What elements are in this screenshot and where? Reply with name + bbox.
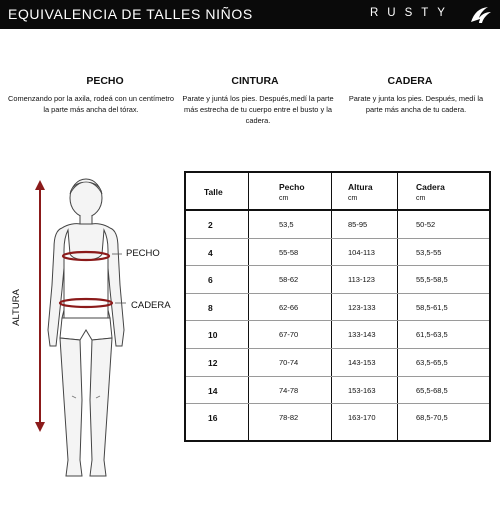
table-cell: 78-82 [279,413,299,423]
cadera-description: Parate y junta los pies. Después, medí la parte más ancha de tu cadera. [348,94,484,114]
pecho-description: Comenzando por la axila, rodeá con un centímetro la parte más ancha del tórax. [8,94,174,114]
pecho-label: PECHO [126,248,160,259]
table-cell: 133-143 [348,330,376,340]
table-cell: 50-52 [416,220,436,229]
talle-cell: 10 [208,330,218,341]
table-cell: 55,5-58,5 [416,275,448,285]
table-cell: 123-133 [348,302,376,312]
body-figure [0,170,185,500]
child-silhouette-icon [0,170,185,500]
table-cell: 163-170 [348,413,376,423]
talle-cell: 8 [208,302,213,313]
size-table [184,171,491,442]
header-bar [0,0,500,29]
table-cell: 104-113 [348,247,375,257]
talle-cell: 12 [208,358,218,368]
column-header-pecho: Pecho cm [279,182,305,202]
column-header-cadera: Cadera cm [416,182,445,202]
brand-name: RUSTY [370,7,454,19]
table-cell: 58-62 [279,275,299,285]
page-title: EQUIVALENCIA DE TALLES NIÑOS [8,6,253,22]
talle-cell: 2 [208,220,213,230]
table-cell: 53,5-55 [416,247,442,257]
cintura-title: CINTURA [231,75,279,87]
column-header-talle: Talle [204,187,223,197]
cintura-description: Parate y juntá los pies. Después,medí la parte más estrecha de tu cuerpo entre el busto y la cadera. [182,94,334,125]
table-cell: 61,5-63,5 [416,330,448,340]
table-cell: 63,5-65,5 [416,358,448,367]
table-cell: 70-74 [279,358,299,367]
altura-label: ALTURA [10,289,22,326]
table-cell: 113-123 [348,275,375,285]
table-cell: 62-66 [279,302,299,312]
talle-cell: 16 [208,413,218,424]
pecho-title: PECHO [86,75,124,87]
cadera-title: CADERA [387,75,433,87]
table-cell: 67-70 [279,330,299,340]
table-cell: 55-58 [279,247,299,257]
column-header-altura: Altura cm [348,182,373,202]
talle-cell: 6 [208,275,213,286]
table-cell: 74-78 [279,385,299,395]
table-cell: 53,5 [279,220,294,229]
rusty-logo-icon [468,4,494,26]
table-cell: 65,5-68,5 [416,385,448,395]
table-cell: 85-95 [348,220,368,229]
cadera-label: CADERA [131,300,171,311]
table-cell: 153-163 [348,385,376,395]
table-cell: 143-153 [348,358,376,367]
talle-cell: 4 [208,247,213,258]
table-cell: 68,5-70,5 [416,413,448,423]
talle-cell: 14 [208,385,218,396]
table-cell: 58,5-61,5 [416,302,448,312]
